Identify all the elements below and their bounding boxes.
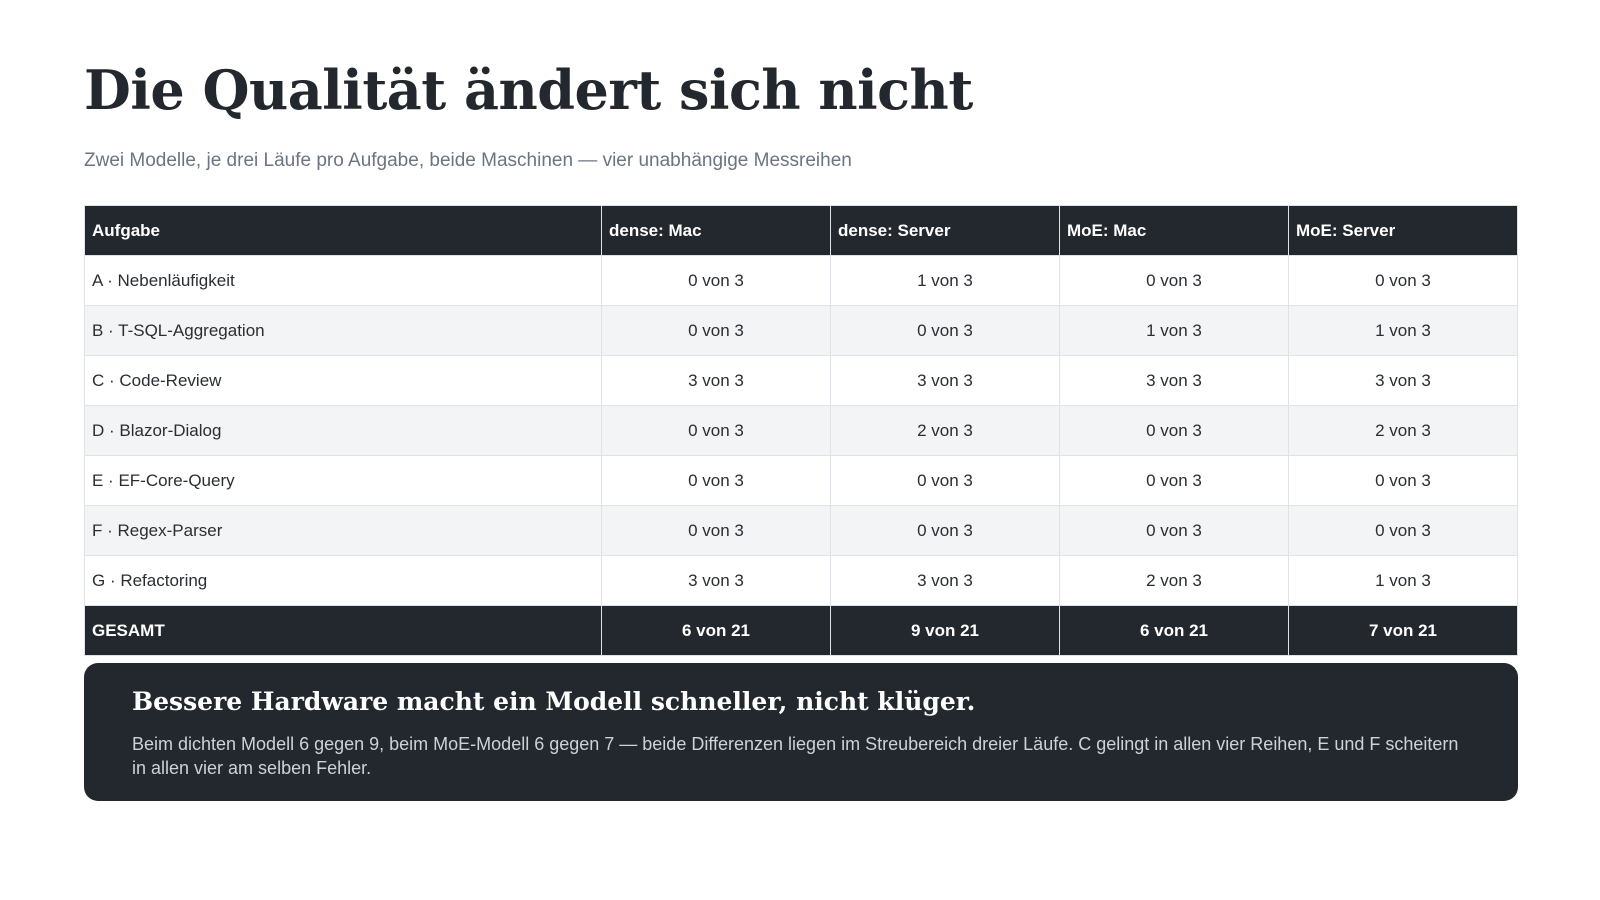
result-cell: 1 von 3 xyxy=(1060,306,1289,356)
result-cell: 3 von 3 xyxy=(831,556,1060,606)
table-row xyxy=(85,406,1518,456)
task-cell: E · EF-Core-Query xyxy=(85,456,602,506)
table-header-row xyxy=(85,206,1518,256)
total-cell: 7 von 21 xyxy=(1289,606,1518,656)
column-header-moe-server: MoE: Server xyxy=(1289,206,1518,256)
column-header-dense-mac: dense: Mac xyxy=(602,206,831,256)
result-cell: 0 von 3 xyxy=(602,406,831,456)
result-cell: 2 von 3 xyxy=(1289,406,1518,456)
result-cell: 0 von 3 xyxy=(1060,406,1289,456)
result-cell: 0 von 3 xyxy=(1060,256,1289,306)
result-cell: 0 von 3 xyxy=(602,456,831,506)
result-cell: 0 von 3 xyxy=(602,256,831,306)
result-cell: 0 von 3 xyxy=(831,506,1060,556)
page-title: Die Qualität ändert sich nicht xyxy=(84,58,973,122)
result-cell: 0 von 3 xyxy=(602,306,831,356)
result-cell: 1 von 3 xyxy=(1289,306,1518,356)
table-row xyxy=(85,456,1518,506)
result-cell: 0 von 3 xyxy=(1289,456,1518,506)
result-cell: 0 von 3 xyxy=(1060,506,1289,556)
total-cell: 6 von 21 xyxy=(1060,606,1289,656)
total-row xyxy=(85,606,1518,656)
result-cell: 3 von 3 xyxy=(1289,356,1518,406)
results-table xyxy=(84,205,1518,656)
callout-body: Beim dichten Modell 6 gegen 9, beim MoE-Modell 6 gegen 7 — beide Differenzen liegen im Streubereich dreier Läufe. C gelingt in allen vier Reihen, E und F scheitern in allen vier am selben Fehler. xyxy=(132,734,1459,778)
result-cell: 0 von 3 xyxy=(831,306,1060,356)
total-cell: 6 von 21 xyxy=(602,606,831,656)
result-cell: 0 von 3 xyxy=(1060,456,1289,506)
result-cell: 0 von 3 xyxy=(831,456,1060,506)
column-header-task: Aufgabe xyxy=(85,206,602,256)
page-subtitle: Zwei Modelle, je drei Läufe pro Aufgabe, beide Maschinen — vier unabhängige Messreihen xyxy=(84,150,852,171)
table-row xyxy=(85,256,1518,306)
table-row xyxy=(85,556,1518,606)
result-cell: 3 von 3 xyxy=(602,556,831,606)
task-cell: B · T-SQL-Aggregation xyxy=(85,306,602,356)
result-cell: 2 von 3 xyxy=(1060,556,1289,606)
task-cell: G · Refactoring xyxy=(85,556,602,606)
task-cell: A · Nebenläufigkeit xyxy=(85,256,602,306)
result-cell: 0 von 3 xyxy=(602,506,831,556)
result-cell: 3 von 3 xyxy=(1060,356,1289,406)
task-cell: D · Blazor-Dialog xyxy=(85,406,602,456)
callout-heading: Bessere Hardware macht ein Modell schneller, nicht klüger. xyxy=(132,687,976,716)
result-cell: 1 von 3 xyxy=(831,256,1060,306)
total-cell: 9 von 21 xyxy=(831,606,1060,656)
total-label: GESAMT xyxy=(85,606,602,656)
column-header-moe-mac: MoE: Mac xyxy=(1060,206,1289,256)
table-row xyxy=(85,506,1518,556)
result-cell: 1 von 3 xyxy=(1289,556,1518,606)
conclusion-callout xyxy=(84,663,1518,801)
result-cell: 3 von 3 xyxy=(831,356,1060,406)
task-cell: F · Regex-Parser xyxy=(85,506,602,556)
result-cell: 0 von 3 xyxy=(1289,256,1518,306)
task-cell: C · Code-Review xyxy=(85,356,602,406)
result-cell: 0 von 3 xyxy=(1289,506,1518,556)
table-row xyxy=(85,356,1518,406)
result-cell: 2 von 3 xyxy=(831,406,1060,456)
table-row xyxy=(85,306,1518,356)
column-header-dense-server: dense: Server xyxy=(831,206,1060,256)
result-cell: 3 von 3 xyxy=(602,356,831,406)
